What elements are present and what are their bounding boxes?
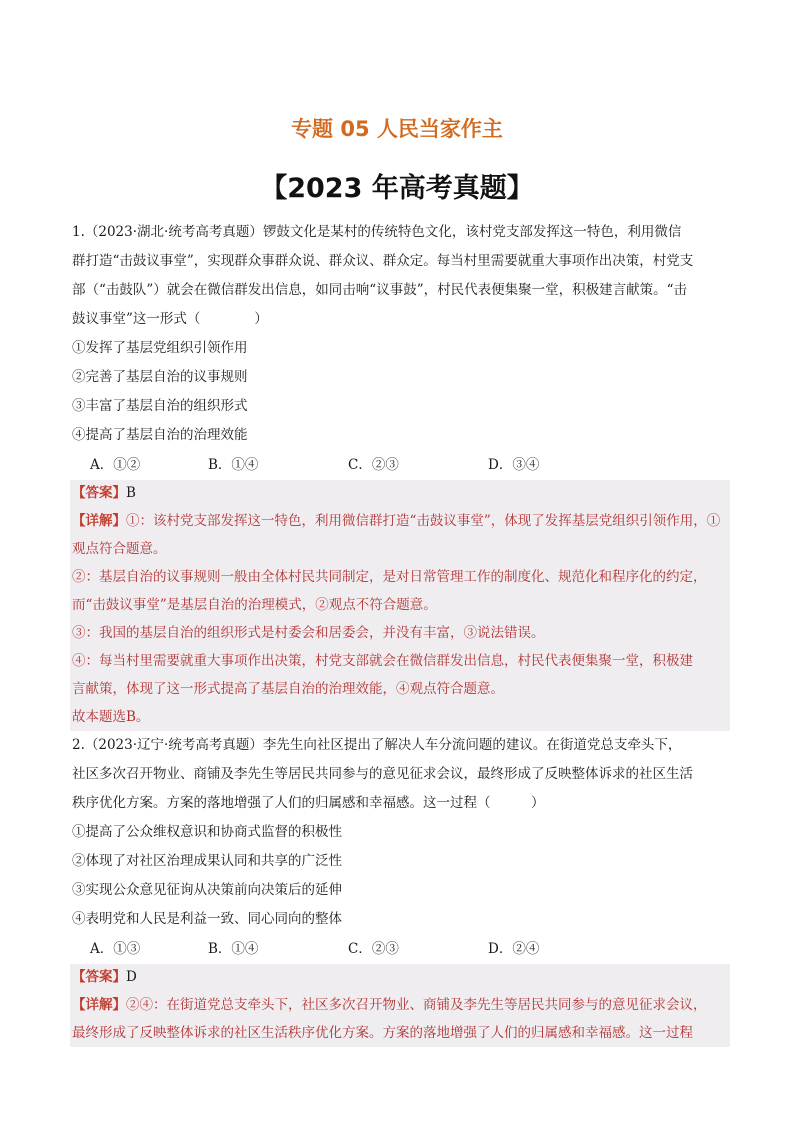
section-heading: 【2023 年高考真题】 bbox=[260, 173, 534, 204]
answer-block bbox=[70, 964, 730, 1047]
detail-line bbox=[72, 507, 728, 535]
detail-line: 而“击鼓议事堂”是基层自治的治理模式，②观点不符合题意。 bbox=[72, 597, 437, 613]
choice-d: D．③④ bbox=[488, 457, 540, 473]
choice-a: A．①② bbox=[90, 457, 141, 473]
document-title: 专题 05 人民当家作主 bbox=[291, 117, 503, 141]
detail-line bbox=[72, 991, 728, 1019]
detail-text: ①：该村党支部发挥这一特色，利用微信群打造“击鼓议事堂”，体现了发挥基层党组织引领作用，① bbox=[126, 513, 721, 529]
answer-choices bbox=[72, 934, 728, 964]
statement-option: ①发挥了基层党组织引领作用 bbox=[72, 340, 248, 356]
detail-tag: 【详解】 bbox=[72, 997, 126, 1013]
question-stem-line: 1.（2023·湖北·统考高考真题）锣鼓文化是某村的传统特色文化，该村党支部发挥这一特色，利用微信 bbox=[72, 224, 682, 240]
detail-line: ④：每当村里需要就重大事项作出决策，村党支部就会在微信群发出信息，村民代表便集聚一堂，积极建 bbox=[72, 653, 693, 669]
choice-d: D．②④ bbox=[488, 941, 540, 957]
answer-choices bbox=[72, 450, 728, 480]
question-stem-line: 群打造“击鼓议事堂”，实现群众事群众说、群众议、群众定。每当村里需要就重大事项作出决策，村党支 bbox=[72, 253, 694, 269]
answer-tag: 【答案】 bbox=[72, 485, 126, 501]
detail-tag: 【详解】 bbox=[72, 513, 126, 529]
statement-option: ④表明党和人民是利益一致、同心同向的整体 bbox=[72, 911, 342, 927]
statement-option: ②体现了对社区治理成果认同和共享的广泛性 bbox=[72, 853, 342, 869]
question-stem-line: 部（“击鼓队”）就会在微信群发出信息，如同击响“议事鼓”，村民代表便集聚一堂，积极建言献策。“击 bbox=[72, 282, 688, 298]
choice-b: B．①④ bbox=[208, 941, 259, 957]
question-stem-line: 2.（2023·辽宁·统考高考真题）李先生向社区提出了解决人车分流问题的建议。在街道党总支牵头下， bbox=[72, 737, 682, 753]
detail-line: ③：我国的基层自治的组织形式是村委会和居委会，并没有丰富，③说法错误。 bbox=[72, 625, 545, 641]
choice-c: C．②③ bbox=[348, 941, 399, 957]
question-1 bbox=[72, 218, 728, 731]
choice-a: A．①③ bbox=[90, 941, 141, 957]
choice-b: B．①④ bbox=[208, 457, 259, 473]
statement-option: ③实现公众意见征询从决策前向决策后的延伸 bbox=[72, 882, 342, 898]
detail-line: 言献策，体现了这一形式提高了基层自治的治理效能，④观点符合题意。 bbox=[72, 681, 504, 697]
detail-line: ②：基层自治的议事规则一般由全体村民共同制定，是对日常管理工作的制度化、规范化和程序化的约定， bbox=[72, 569, 707, 585]
answer-tag: 【答案】 bbox=[72, 969, 126, 985]
answer-value: D bbox=[126, 969, 137, 985]
document-body bbox=[72, 218, 728, 1047]
choice-c: C．②③ bbox=[348, 457, 399, 473]
statement-option: ①提高了公众维权意识和协商式监督的积极性 bbox=[72, 824, 342, 840]
answer-block bbox=[70, 480, 730, 731]
statement-option: ④提高了基层自治的治理效能 bbox=[72, 427, 248, 443]
question-stem-line: 社区多次召开物业、商铺及李先生等居民共同参与的意见征求会议，最终形成了反映整体诉求的社区生活 bbox=[72, 766, 693, 782]
question-2 bbox=[72, 731, 728, 1047]
statement-option: ②完善了基层自治的议事规则 bbox=[72, 369, 248, 385]
statement-option: ③丰富了基层自治的组织形式 bbox=[72, 398, 248, 414]
answer-value: B bbox=[126, 485, 136, 501]
question-stem-line: 秩序优化方案。方案的落地增强了人们的归属感和幸福感。这一过程（ ） bbox=[72, 795, 545, 811]
detail-text: ②④：在街道党总支牵头下，社区多次召开物业、商铺及李先生等居民共同参与的意见征求会议， bbox=[126, 997, 707, 1013]
detail-conclusion: 故本题选B。 bbox=[72, 709, 150, 725]
detail-line: 观点符合题意。 bbox=[72, 541, 167, 557]
question-stem-line: 鼓议事堂”这一形式（ ） bbox=[72, 311, 268, 327]
detail-line: 最终形成了反映整体诉求的社区生活秩序优化方案。方案的落地增强了人们的归属感和幸福感。这一过程 bbox=[72, 1025, 693, 1041]
answer-line bbox=[72, 964, 728, 991]
answer-line bbox=[72, 480, 728, 507]
